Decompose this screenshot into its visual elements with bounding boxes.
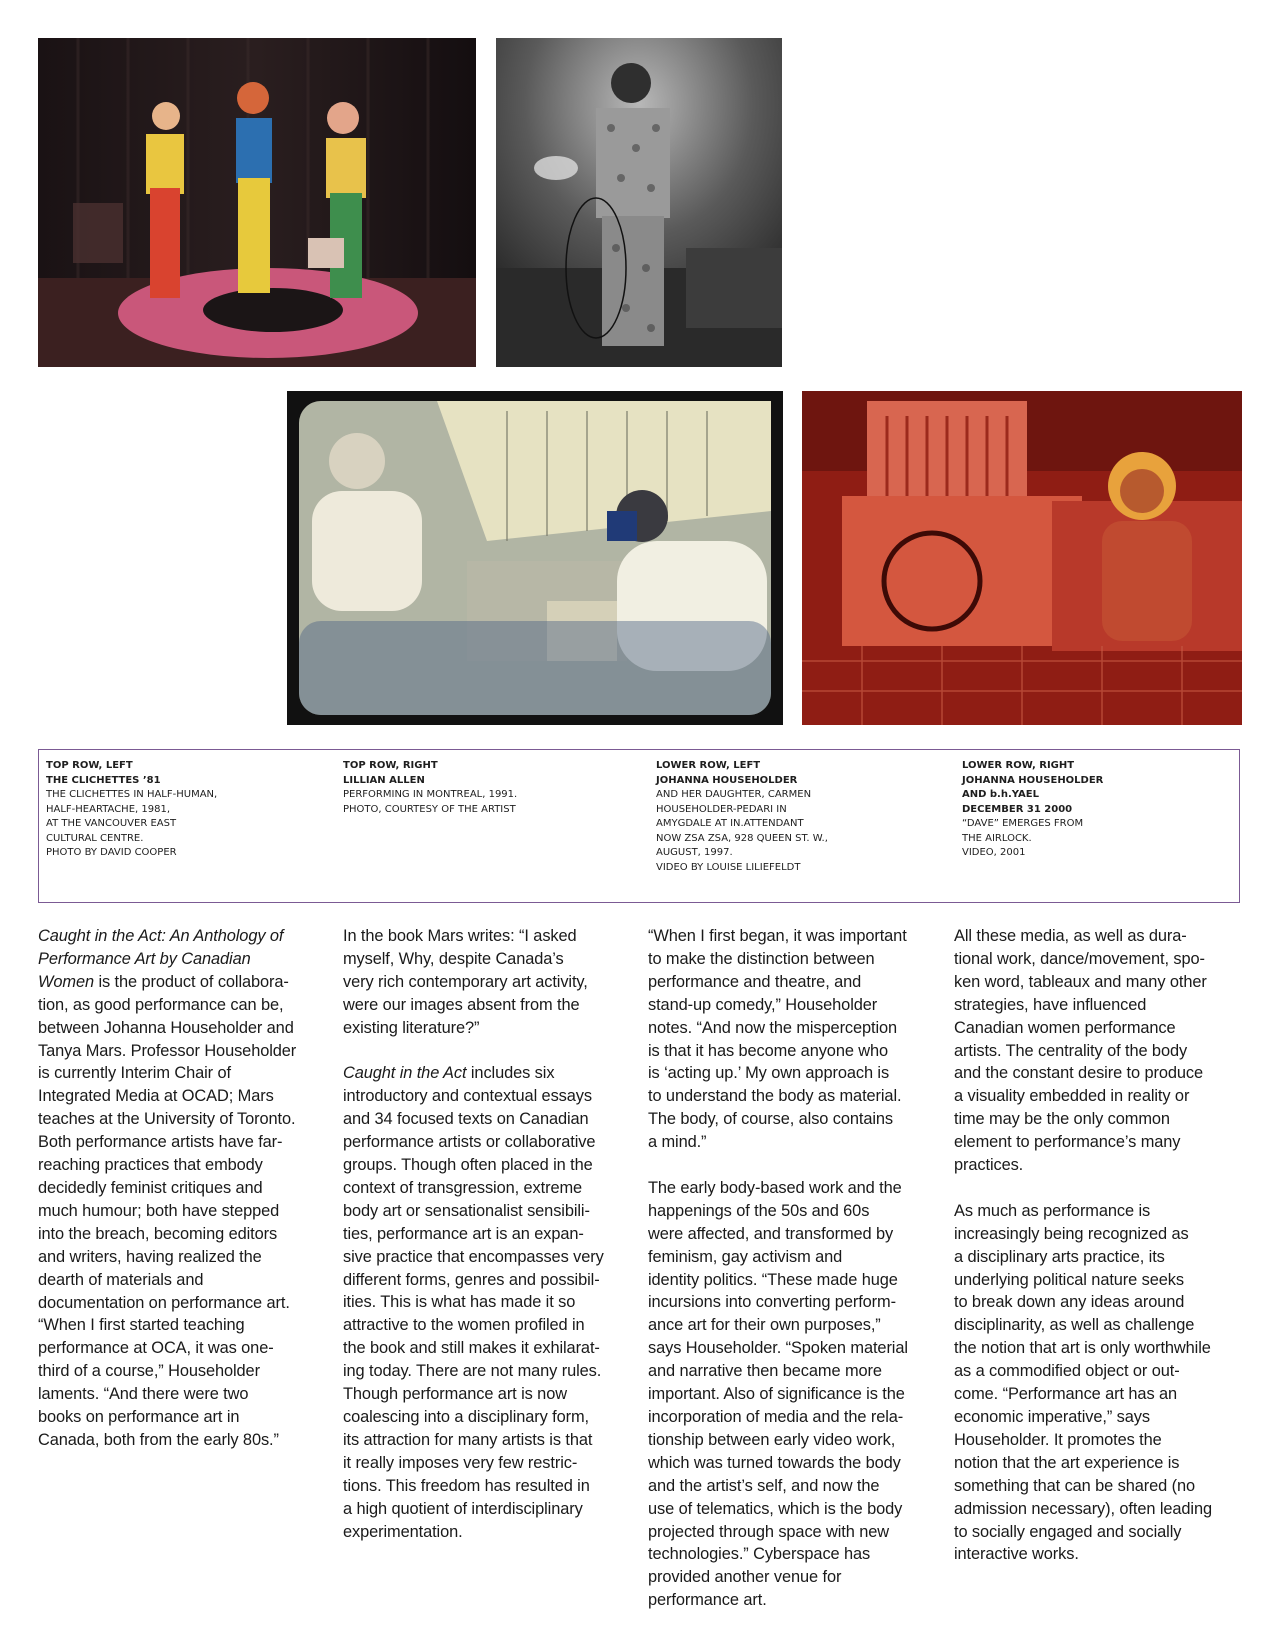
caption-line: NOW ZSA ZSA, 928 QUEEN ST. W., xyxy=(656,832,828,844)
text-column-1 xyxy=(38,925,328,1475)
caption-lower-left xyxy=(656,759,828,875)
photo-amygdale-video-still xyxy=(287,391,783,725)
paragraph: The early body-based work and the happenings of the 50s and 60s were affected, and transformed by feminism, gay activism and identity politics. “These made huge incursions into converting perform- ance art for their own purposes,” says Householder. “Spoken material and narrative then became more important. Also of significance is the incorporation of media and the rela- tionship between early video work, which was turned towards the body and the artist’s self, and now the use of telematics, which is the body projected through space with new technologies.” Cyberspace has provided another venue for performance art. xyxy=(648,1178,908,1610)
caption-box xyxy=(38,749,1240,903)
book-title: Caught in the Act xyxy=(343,1064,467,1083)
text-column-3 xyxy=(648,925,938,1635)
caption-heading: THE CLICHETTES ’81 xyxy=(46,774,161,786)
caption-line: AUGUST, 1997. xyxy=(656,847,733,858)
caption-line: THE CLICHETTES IN HALF-HUMAN, xyxy=(46,789,218,800)
caption-heading: TOP ROW, LEFT xyxy=(46,760,133,771)
photo-dave-airlock xyxy=(802,391,1242,725)
photo-clichettes xyxy=(38,38,476,367)
paragraph xyxy=(343,1062,633,1543)
text-column-2 xyxy=(343,925,633,1566)
caption-top-right xyxy=(343,759,517,817)
caption-line: VIDEO BY LOUISE LILIEFELDT xyxy=(656,861,801,873)
caption-top-left xyxy=(46,759,217,861)
caption-heading: LOWER ROW, LEFT xyxy=(656,760,761,771)
caption-line: HALF-HEARTACHE, 1981, xyxy=(46,803,170,815)
caption-line: CULTURAL CENTRE. xyxy=(46,832,144,844)
paragraph-text: is the product of collabora- tion, as good performance can be, between Johanna Householder and Tanya Mars. Professor Householder is currently Interim Chair of Integrated Media at OCAD; Mars teaches at the University of Toronto. Both performance artists have far- reaching practices that embody decidedly feminist critiques and much humour; both have stepped into the breach, becoming editors and writers, having realized the dearth of materials and documentation on performance art. “When I first started teaching performance at OCA, it was one- third of a course,” Householder laments. “And there were two books on performance art in Canada, both from the early 80s.” xyxy=(38,972,297,1449)
paragraph: “When I first began, it was important to make the distinction between performance and theatre, and stand-up comedy,” Householder notes. “And now the misperception is that it has become anyone who is ‘acting up.’ My own approach is to understand the body as material. The body, of course, also contains a mind.” xyxy=(648,927,907,1152)
caption-heading: AND b.h.YAEL xyxy=(962,789,1039,800)
caption-line: VIDEO, 2001 xyxy=(962,847,1026,858)
caption-line: PHOTO, COURTESY OF THE ARTIST xyxy=(343,803,516,815)
photo-lillian-allen xyxy=(496,38,782,367)
caption-line: AMYGDALE AT IN.ATTENDANT xyxy=(656,818,804,829)
caption-heading: LILLIAN ALLEN xyxy=(343,774,425,786)
caption-line: “DAVE” EMERGES FROM xyxy=(962,818,1084,829)
text-column-4 xyxy=(954,925,1244,1589)
paragraph: All these media, as well as dura- tional work, dance/movement, spo- ken word, tableaux and many other strategies, have influenced Canadian women performance artists. The centrality of the body and the constant desire to produce a visuality embedded in reality or time may be the only common element to performance’s many practices. xyxy=(954,927,1207,1175)
paragraph-text: includes six introductory and contextual essays and 34 focused texts on Canadian performance artists or collaborative groups. Though often placed in the context of transgression, extreme body art or sensationalist sensibili- ties, performance art is an expan- sive practice that encompasses very different forms, genres and possibil- ities. This is what has made it so attractive to the women profiled in the book and still makes it exhilarat- ing today. There are not many rules. Though performance art is now coalescing into a disciplinary form, its attraction for many artists is that it really imposes very few restric- tions. This freedom has resulted in a high quotient of interdisciplinary experimentation. xyxy=(343,1064,604,1541)
caption-heading: JOHANNA HOUSEHOLDER xyxy=(656,774,798,786)
caption-line: PERFORMING IN MONTREAL, 1991. xyxy=(343,789,518,800)
paragraph: In the book Mars writes: “I asked myself, Why, despite Canada’s very rich contemporary art activity, were our images absent from the existing literature?” xyxy=(343,927,588,1037)
book-title: Caught in the Act: An Anthology of Performance Art by Canadian Women xyxy=(38,927,284,991)
caption-heading: LOWER ROW, RIGHT xyxy=(962,760,1075,771)
caption-line: AT THE VANCOUVER EAST xyxy=(46,818,177,829)
caption-heading: TOP ROW, RIGHT xyxy=(343,760,438,771)
caption-heading: DECEMBER 31 2000 xyxy=(962,803,1073,815)
caption-line: THE AIRLOCK. xyxy=(962,832,1032,844)
caption-heading: JOHANNA HOUSEHOLDER xyxy=(962,774,1104,786)
caption-line: AND HER DAUGHTER, CARMEN xyxy=(656,789,812,800)
caption-lower-right xyxy=(962,759,1103,861)
paragraph xyxy=(38,925,328,1452)
caption-line: HOUSEHOLDER-PEDARI IN xyxy=(656,803,787,815)
caption-line: PHOTO BY DAVID COOPER xyxy=(46,847,177,858)
paragraph: As much as performance is increasingly being recognized as a disciplinary arts practice, its underlying political nature seeks to break down any ideas around disciplinarity, as well as challenge the notion that art is only worthwhile as a commodified object or out- come. “Performance art has an economic imperative,” says Householder. It promotes the notion that the art experience is something that can be shared (no admission necessary), often leading to socially engaged and socially interactive works. xyxy=(954,1201,1212,1564)
